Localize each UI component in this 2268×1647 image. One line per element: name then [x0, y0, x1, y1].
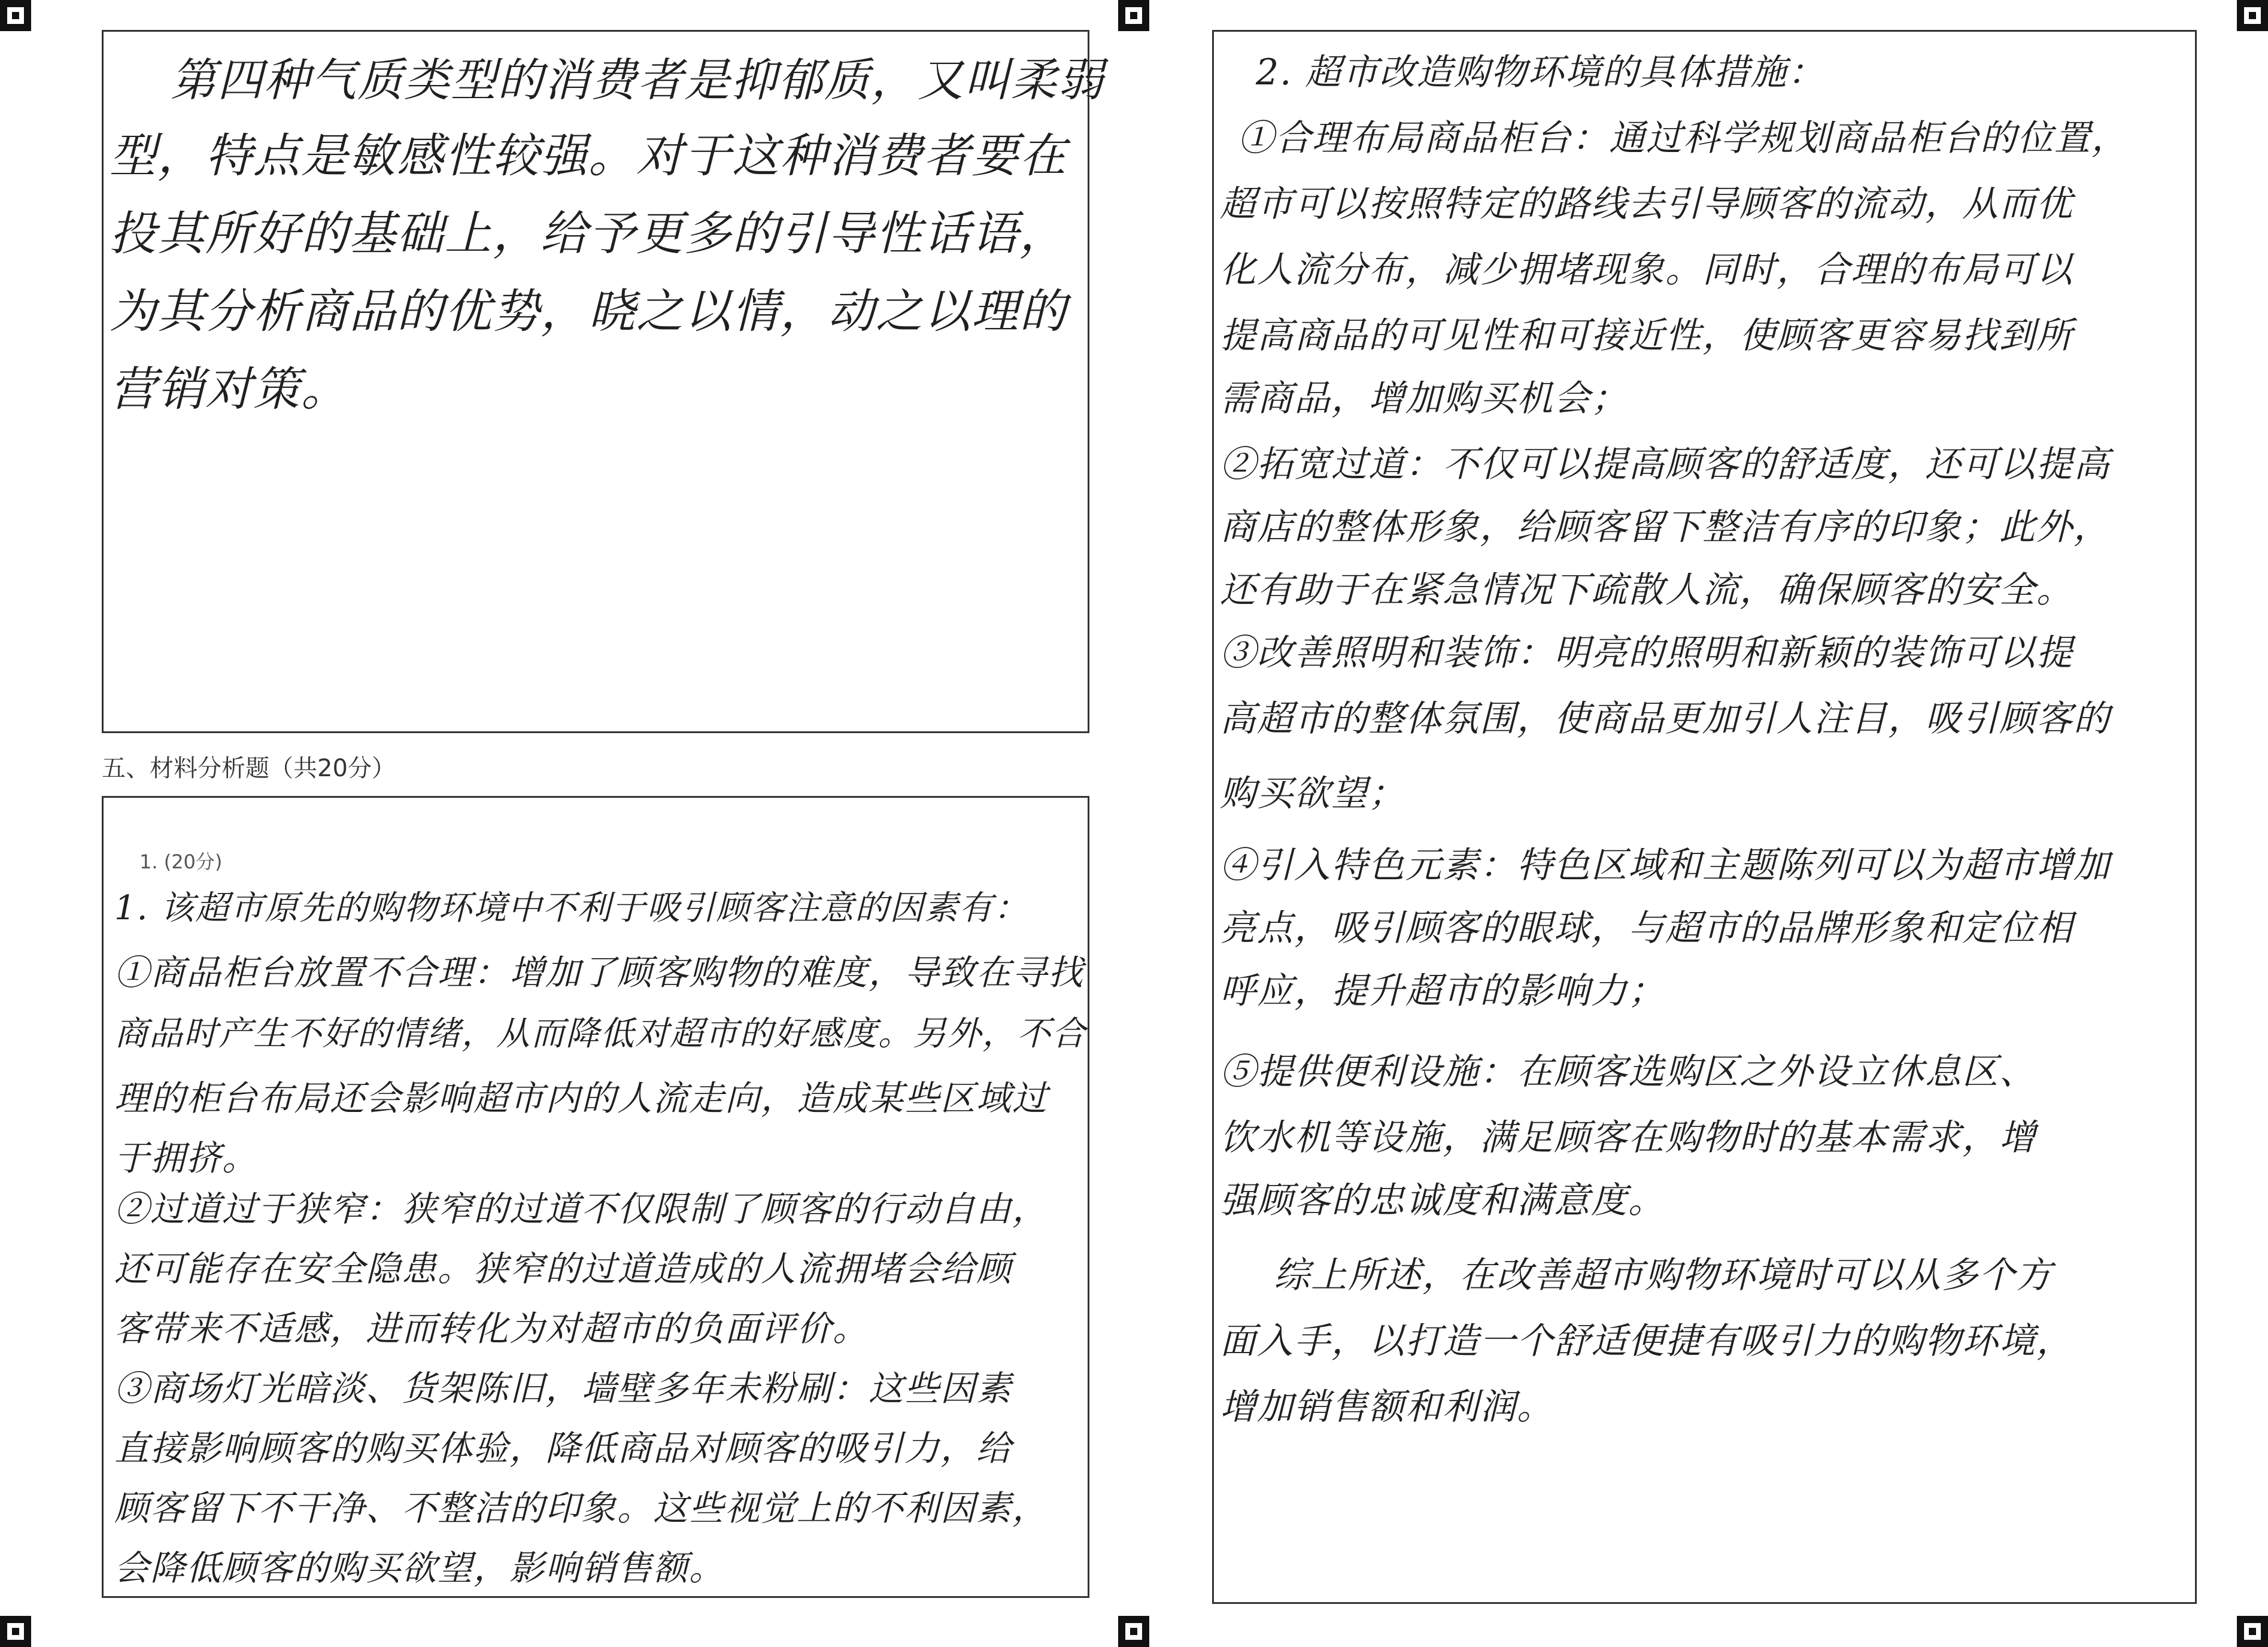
- handwritten-line: ③改善照明和装饰：明亮的照明和新颖的装饰可以提: [1220, 632, 2073, 674]
- handwritten-line: 提高商品的可见性和可接近性，使顾客更容易找到所: [1220, 315, 2073, 357]
- handwritten-line: 亮点，吸引顾客的眼球，与超市的品牌形象和定位相: [1220, 907, 2073, 949]
- handwritten-line: 高超市的整体氛围，使商品更加引人注目，吸引顾客的: [1220, 698, 2111, 740]
- handwritten-line: 还可能存在安全隐患。狭窄的过道造成的人流拥堵会给顾: [114, 1248, 1013, 1289]
- question-score-label: 1. (20分): [139, 850, 223, 873]
- answer-box-right: [1212, 30, 2197, 1604]
- handwritten-line: 理的柜台布局还会影响超市内的人流走向，造成某些区域过: [114, 1078, 1049, 1119]
- handwritten-line: 为其分析商品的优势，晓之以情，动之以理的: [110, 285, 1068, 339]
- handwritten-line: 顾客留下不干净、不整洁的印象。这些视觉上的不利因素，: [114, 1488, 1049, 1529]
- handwritten-line: ②过道过于狭窄：狭窄的过道不仅限制了顾客的行动自由，: [114, 1189, 1049, 1229]
- answer-box-bottom-left: [102, 796, 1089, 1598]
- handwritten-line: 会降低顾客的购买欲望，影响销售额。: [114, 1548, 725, 1588]
- registration-marker-bottom-center: [1118, 1616, 1149, 1647]
- handwritten-line: 1. 该超市原先的购物环境中不利于吸引顾客注意的因素有：: [114, 889, 1029, 928]
- handwritten-line: ⑤提供便利设施：在顾客选购区之外设立休息区、: [1220, 1051, 2036, 1093]
- handwritten-line: 化人流分布，减少拥堵现象。同时，合理的布局可以: [1220, 249, 2073, 291]
- handwritten-line: 型，特点是敏感性较强。对于这种消费者要在: [110, 129, 1068, 183]
- handwritten-line: ①商品柜台放置不合理：增加了顾客购物的难度，导致在寻找: [114, 952, 1085, 993]
- handwritten-line: 于拥挤。: [114, 1138, 259, 1178]
- handwritten-line: 营销对策。: [110, 363, 350, 417]
- handwritten-line: 面入手，以打造一个舒适便捷有吸引力的购物环境，: [1220, 1320, 2073, 1362]
- registration-marker-top-center: [1118, 0, 1149, 31]
- handwritten-line: 第四种气质类型的消费者是抑郁质，又叫柔弱: [171, 53, 1104, 107]
- handwritten-line: ①合理布局商品柜台：通过科学规划商品柜台的位置，: [1238, 117, 2129, 159]
- handwritten-line: 商品时产生不好的情绪，从而降低对超市的好感度。另外，不合: [114, 1014, 1086, 1053]
- handwritten-line: 需商品，增加购买机会；: [1220, 378, 1628, 420]
- handwritten-line: 还有助于在紧急情况下疏散人流，确保顾客的安全。: [1220, 569, 2073, 611]
- registration-marker-bottom-left: [0, 1616, 31, 1647]
- handwritten-line: 呼应，提升超市的影响力；: [1220, 970, 1665, 1012]
- handwritten-line: 超市可以按照特定的路线去引导顾客的流动，从而优: [1220, 183, 2073, 225]
- section-title: 五、材料分析题（共20分）: [102, 755, 396, 782]
- handwritten-line: 饮水机等设施，满足顾客在购物时的基本需求，增: [1220, 1117, 2036, 1159]
- handwritten-line: 商店的整体形象，给顾客留下整洁有序的印象；此外，: [1220, 506, 2111, 548]
- handwritten-line: ③商场灯光暗淡、货架陈旧，墙壁多年未粉刷：这些因素: [114, 1368, 1013, 1409]
- handwritten-line: 强顾客的忠诚度和满意度。: [1220, 1180, 1665, 1221]
- handwritten-line: ④引入特色元素：特色区域和主题陈列可以为超市增加: [1220, 844, 2111, 886]
- handwritten-line: 客带来不适感，进而转化为对超市的负面评价。: [114, 1308, 869, 1349]
- registration-marker-top-left: [0, 0, 31, 31]
- handwritten-line: 增加销售额和利润。: [1220, 1386, 1554, 1428]
- handwritten-line: 综上所述，在改善超市购物环境时可以从多个方: [1274, 1254, 2053, 1296]
- handwritten-line: 直接影响顾客的购买体验，降低商品对顾客的吸引力，给: [114, 1428, 1013, 1469]
- registration-marker-bottom-right: [2237, 1616, 2268, 1647]
- handwritten-line: 购买欲望；: [1220, 773, 1405, 815]
- registration-marker-top-right: [2237, 0, 2268, 31]
- handwritten-line: ②拓宽过道：不仅可以提高顾客的舒适度，还可以提高: [1220, 443, 2111, 485]
- handwritten-line: 投其所好的基础上，给予更多的引导性话语，: [110, 207, 1068, 261]
- answer-box-top-left: [102, 30, 1104, 733]
- handwritten-line: 2. 超市改造购物环境的具体措施：: [1256, 51, 1825, 93]
